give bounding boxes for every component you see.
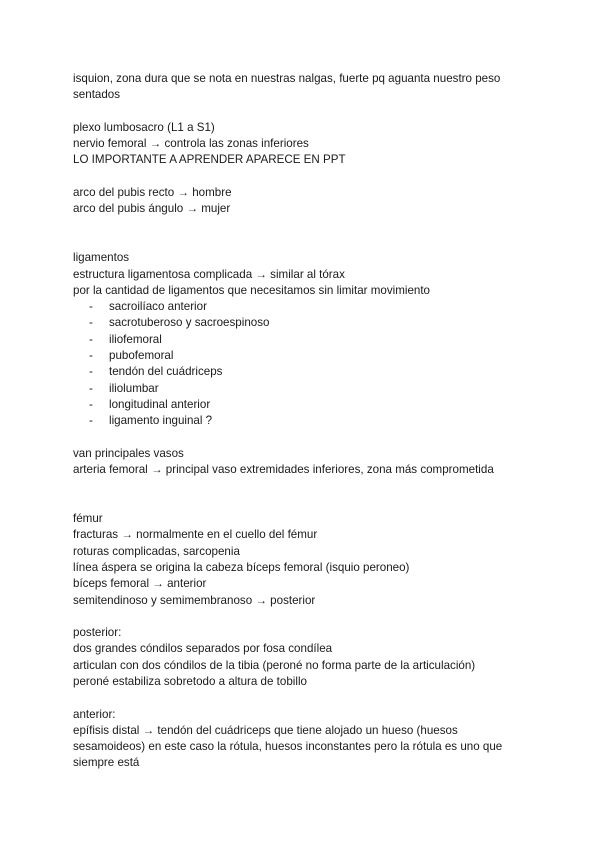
list-item-text: ligamento inguinal ? — [109, 414, 213, 428]
list-item-text: longitudinal anterior — [109, 397, 211, 411]
posterior-line-1: dos grandes cóndilos separados por fosa condílea — [73, 642, 333, 656]
intro-line-1: isquion, zona dura que se nota en nuestras nalgas, fuerte pq aguanta nuestro peso — [73, 72, 501, 85]
list-item — [73, 397, 533, 413]
spacer — [73, 104, 533, 120]
anterior-title: anterior: — [73, 707, 116, 721]
list-item — [73, 299, 533, 315]
bullet-dash: - — [89, 332, 93, 346]
list-item-text: pubofemoral — [109, 349, 174, 363]
list-item-text: tendón del cuádriceps — [109, 365, 223, 379]
ligamentos-list — [73, 299, 533, 429]
femur-line-1: fracturas → normalmente en el cuello del fémur — [73, 528, 318, 542]
pubis-line-1: arco del pubis recto → hombre — [73, 186, 232, 200]
list-item — [73, 348, 533, 364]
ligamentos-line-2: por la cantidad de ligamentos que necesitamos sin limitar movimiento — [73, 283, 431, 297]
pubis-line-2: arco del pubis ángulo → mujer — [73, 202, 231, 216]
list-item-text: sacrotuberoso y sacroespinoso — [109, 316, 270, 330]
bullet-dash: - — [89, 397, 93, 411]
femur-line-2: roturas complicadas, sarcopenia — [73, 544, 240, 558]
intro-line-2: sentados — [73, 88, 121, 102]
femur-line-3: línea áspera se origina la cabeza bíceps femoral (isquio peroneo) — [73, 560, 410, 574]
bullet-dash: - — [89, 316, 93, 330]
vasos-line-2: arteria femoral → principal vaso extremidades inferiores, zona más comprometida — [73, 463, 494, 477]
spacer — [73, 169, 533, 185]
bullet-dash: - — [89, 365, 93, 379]
ligamentos-line-1: estructura ligamentosa complicada → similar al tórax — [73, 267, 345, 281]
list-item — [73, 332, 533, 348]
plexo-line-3: LO IMPORTANTE A APRENDER APARECE EN PPT — [73, 153, 346, 167]
femur-line-5: semitendinoso y semimembranoso → posterior — [73, 593, 316, 607]
document-body — [73, 71, 533, 772]
list-item — [73, 413, 533, 429]
list-item — [73, 381, 533, 397]
spacer — [73, 430, 533, 446]
bullet-dash: - — [89, 349, 93, 363]
anterior-line-2: sesamoideos) en este caso la rótula, huesos inconstantes pero la rótula es uno que — [73, 740, 503, 754]
plexo-line-2: nervio femoral → controla las zonas inferiores — [73, 137, 309, 151]
posterior-line-2: articulan con dos cóndilos de la tibia (peroné no forma parte de la articulación) — [73, 658, 476, 672]
list-item-text: iliolumbar — [109, 381, 159, 395]
posterior-line-3: peroné estabiliza sobretodo a altura de tobillo — [73, 674, 307, 688]
list-item — [73, 315, 533, 331]
spacer — [73, 218, 533, 251]
bullet-dash: - — [89, 381, 93, 395]
femur-line-4: bíceps femoral → anterior — [73, 577, 207, 591]
bullet-dash: - — [89, 414, 93, 428]
spacer — [73, 478, 533, 511]
list-item-text: iliofemoral — [109, 332, 162, 346]
anterior-line-3: siempre está — [73, 756, 140, 770]
bullet-dash: - — [89, 300, 93, 314]
plexo-line-1: plexo lumbosacro (L1 a S1) — [73, 120, 215, 134]
posterior-title: posterior: — [73, 626, 122, 640]
spacer — [73, 690, 533, 706]
spacer — [73, 609, 533, 625]
ligamentos-title: ligamentos — [73, 251, 130, 265]
anterior-line-1: epífisis distal → tendón del cuádriceps que tiene alojado un hueso (huesos — [73, 723, 458, 737]
list-item — [73, 364, 533, 380]
list-item-text: sacroilíaco anterior — [109, 300, 207, 314]
vasos-line-1: van principales vasos — [73, 446, 184, 460]
femur-title: fémur — [73, 512, 103, 526]
